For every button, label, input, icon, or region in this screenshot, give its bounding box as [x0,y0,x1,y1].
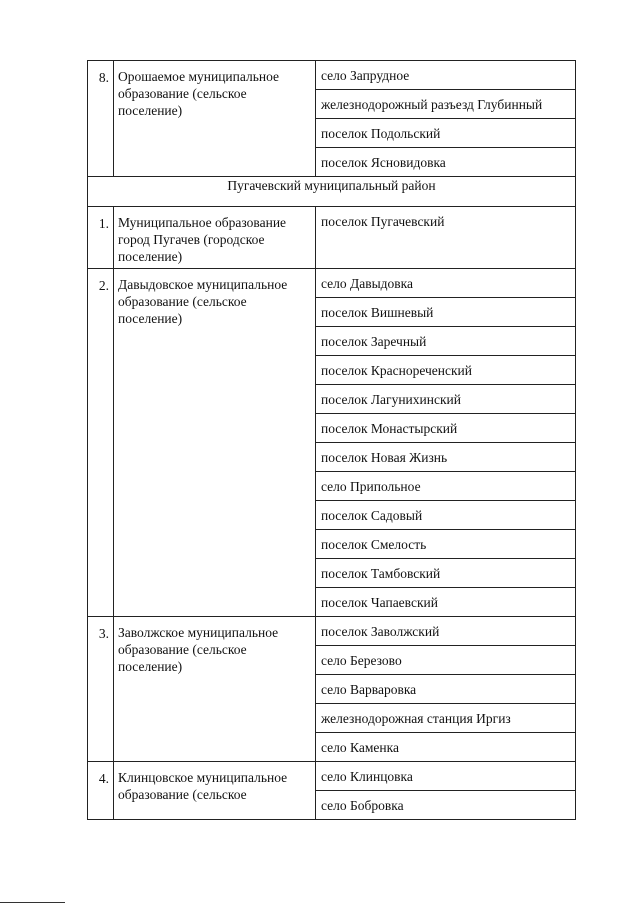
settlement-cell: поселок Смелость [316,530,576,559]
settlement-cell: село Варваровка [316,675,576,704]
district-header-row [88,177,576,207]
table-row [88,61,576,90]
row-number: 3. [88,617,114,762]
row-number: 2. [88,269,114,617]
settlement-cell: поселок Лагунихинский [316,385,576,414]
footnote-divider [0,902,65,903]
municipality-name: Орошаемое муниципальное образование (сельское поселение) [114,61,316,177]
settlement-cell: поселок Заволжский [316,617,576,646]
settlement-cell: поселок Пугачевский [316,207,576,269]
settlement-cell: село Березово [316,646,576,675]
settlement-cell: поселок Заречный [316,327,576,356]
municipality-name: Клинцовское муниципальное образование (сельское [114,762,316,820]
settlements-table [87,60,576,820]
table-row [88,269,576,298]
settlement-cell: железнодорожный разъезд Глубинный [316,90,576,119]
settlement-cell: железнодорожная станция Иргиз [316,704,576,733]
municipality-name: Заволжское муниципальное образование (сельское поселение) [114,617,316,762]
settlement-cell: поселок Садовый [316,501,576,530]
row-number: 8. [88,61,114,177]
settlement-cell: село Клинцовка [316,762,576,791]
settlement-cell: село Запрудное [316,61,576,90]
table-row [88,762,576,791]
table-row [88,207,576,269]
settlement-cell: село Каменка [316,733,576,762]
row-number: 4. [88,762,114,820]
settlement-cell: поселок Подольский [316,119,576,148]
settlement-cell: поселок Ясновидовка [316,148,576,177]
row-number: 1. [88,207,114,269]
table-row [88,617,576,646]
settlement-cell: село Припольное [316,472,576,501]
settlement-cell: поселок Чапаевский [316,588,576,617]
settlement-cell: поселок Тамбовский [316,559,576,588]
settlement-cell: поселок Вишневый [316,298,576,327]
settlement-cell: поселок Монастырский [316,414,576,443]
district-title: Пугачевский муниципальный район [88,177,576,207]
municipality-name: Давыдовское муниципальное образование (сельское поселение) [114,269,316,617]
settlement-cell: поселок Новая Жизнь [316,443,576,472]
settlement-cell: поселок Краснореченский [316,356,576,385]
settlement-cell: село Бобровка [316,791,576,820]
municipality-name: Муниципальное образование город Пугачев (городское поселение) [114,207,316,269]
settlement-cell: село Давыдовка [316,269,576,298]
